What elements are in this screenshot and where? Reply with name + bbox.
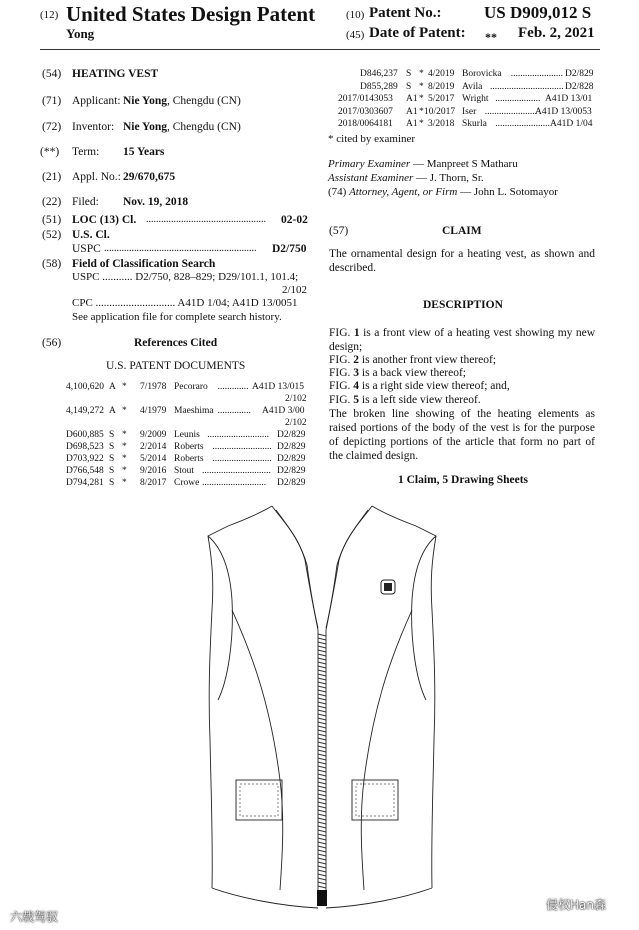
ref-dots: ................... bbox=[495, 94, 541, 104]
ref-kind: A1 bbox=[406, 119, 418, 129]
ref-date: 5/2017 bbox=[428, 94, 455, 104]
zipper-tooth bbox=[318, 658, 326, 660]
ref-name: Crowe bbox=[174, 478, 200, 488]
zipper-tooth bbox=[318, 818, 326, 820]
title-of-design: HEATING VEST bbox=[72, 68, 159, 80]
zipper-tooth bbox=[318, 642, 326, 644]
ref-kind: A1 bbox=[406, 94, 418, 104]
zipper-tooth bbox=[318, 726, 326, 728]
ref-star: * bbox=[122, 454, 127, 464]
code-51: (51) bbox=[42, 214, 62, 226]
ref-kind: A1 bbox=[406, 106, 418, 117]
filed-label: Filed: bbox=[72, 196, 99, 208]
filed-value: Nov. 19, 2018 bbox=[123, 196, 189, 208]
search-label: Field of Classification Search bbox=[72, 258, 216, 270]
ref-name: Leunis bbox=[174, 430, 200, 440]
appl-no-value: 29/670,675 bbox=[123, 171, 176, 183]
zipper-tooth bbox=[318, 842, 326, 844]
zipper-tooth bbox=[318, 854, 326, 856]
ref-star: * bbox=[122, 442, 127, 452]
ref-number: D846,237 bbox=[360, 69, 398, 79]
zipper-tooth bbox=[318, 694, 326, 696]
ref-class: D2/828 bbox=[565, 81, 594, 92]
ref-class: D2/829 bbox=[565, 69, 594, 79]
patent-date: Feb. 2, 2021 bbox=[518, 25, 595, 41]
zipper-tooth bbox=[318, 882, 326, 884]
zipper-tooth bbox=[318, 746, 326, 748]
pocket-right bbox=[352, 780, 398, 820]
code-56: (56) bbox=[42, 337, 62, 349]
pocket-left bbox=[236, 780, 282, 820]
ref-kind: S bbox=[109, 454, 115, 464]
date-label: Date of Patent: bbox=[369, 25, 466, 41]
ref-dots: ......................... bbox=[212, 442, 272, 452]
ref-date: 7/1978 bbox=[140, 382, 167, 392]
applicant-label: Applicant: bbox=[72, 95, 121, 107]
code-72: (72) bbox=[42, 121, 62, 133]
zipper-tooth bbox=[318, 730, 326, 732]
ref-kind: S bbox=[109, 442, 115, 452]
fig1-desc: FIG. 1 is a front view of a heating vest showing my new design; bbox=[329, 327, 596, 353]
ref-name: Stout bbox=[174, 466, 195, 476]
vest-outline-right bbox=[372, 506, 436, 888]
ref-date: 3/2018 bbox=[428, 119, 455, 129]
zipper-tooth bbox=[318, 654, 326, 656]
zipper-tooth bbox=[318, 870, 326, 872]
zipper-tooth bbox=[318, 766, 326, 768]
zipper-tooth bbox=[318, 714, 326, 716]
zipper-tooth bbox=[318, 822, 326, 824]
ref-number: D698,523 bbox=[66, 442, 104, 452]
ref-date: 4/2019 bbox=[428, 69, 455, 79]
zipper-tooth bbox=[318, 754, 326, 756]
term-label: Term: bbox=[72, 146, 100, 158]
ref-name: Roberts bbox=[174, 454, 204, 464]
ref-dots: .............. bbox=[217, 406, 251, 416]
patent-no-label: Patent No.: bbox=[369, 5, 442, 21]
zipper-tooth bbox=[318, 830, 326, 832]
zipper-tooth bbox=[318, 826, 326, 828]
cited-note: * cited by examiner bbox=[328, 133, 416, 145]
ref-kind: A bbox=[109, 382, 116, 392]
references-title: References Cited bbox=[134, 337, 218, 349]
search-uspc-cont: 2/102 bbox=[282, 284, 308, 296]
ref-date: 8/2017 bbox=[140, 478, 167, 488]
ref-star: * bbox=[419, 81, 424, 92]
zipper-tooth bbox=[318, 662, 326, 664]
zipper-tooth bbox=[318, 782, 326, 784]
zipper-tooth bbox=[318, 850, 326, 852]
zipper-tooth bbox=[318, 762, 326, 764]
zipper-tooth bbox=[318, 874, 326, 876]
code-58: (58) bbox=[42, 258, 62, 270]
vest-neckline bbox=[272, 506, 318, 630]
ref-dots: .......................... bbox=[207, 430, 269, 440]
zipper-tooth bbox=[318, 838, 326, 840]
zipper-tooth bbox=[318, 802, 326, 804]
ref-dots: ...................... bbox=[510, 69, 564, 79]
ref-name: Skurla bbox=[462, 119, 487, 129]
watermark-left: 六载驾驭 bbox=[10, 910, 59, 924]
patent-number: US D909,012 S bbox=[484, 3, 592, 22]
zipper-stop bbox=[317, 890, 327, 906]
ref-name: Maeshima bbox=[174, 406, 214, 416]
zipper-tooth bbox=[318, 698, 326, 700]
ref-number: D855,289 bbox=[360, 81, 398, 92]
ref-dots: ............................... bbox=[490, 81, 564, 92]
ref-dots: ...................... bbox=[484, 106, 538, 117]
fig4-desc: FIG. 4 is a right side view thereof; and, bbox=[329, 380, 510, 392]
zipper-tooth bbox=[318, 718, 326, 720]
zipper-tooth bbox=[318, 862, 326, 864]
zipper-tooth bbox=[318, 774, 326, 776]
ref-number: 2018/0064181 bbox=[338, 119, 393, 129]
ref-name: Wright bbox=[462, 94, 489, 104]
ref-kind: A bbox=[109, 406, 116, 416]
ref-number: 2017/0143053 bbox=[338, 94, 393, 104]
ref-class: D2/829 bbox=[277, 454, 306, 464]
zipper-tooth bbox=[318, 758, 326, 760]
assistant-examiner: Assistant Examiner — J. Thorn, Sr. bbox=[328, 172, 484, 184]
claim-title: CLAIM bbox=[442, 225, 482, 237]
code-71: (71) bbox=[42, 95, 62, 107]
zipper-tooth bbox=[318, 814, 326, 816]
code-22: (22) bbox=[42, 196, 62, 208]
zipper-tooth bbox=[318, 810, 326, 812]
zipper-tooth bbox=[318, 806, 326, 808]
zipper-tooth bbox=[318, 750, 326, 752]
ref-class: D2/829 bbox=[277, 430, 306, 440]
zipper-tooth bbox=[318, 638, 326, 640]
zipper-tooth bbox=[318, 722, 326, 724]
ref-number: D794,281 bbox=[66, 478, 104, 488]
ref-star: * bbox=[419, 94, 424, 104]
ref-number: D600,885 bbox=[66, 430, 104, 440]
ref-name: Borovicka bbox=[462, 69, 502, 79]
ref-name: Iser bbox=[462, 106, 477, 117]
zipper-tooth bbox=[318, 670, 326, 672]
zipper-tooth bbox=[318, 666, 326, 668]
applicant-value: Nie Yong, Chengdu (CN) bbox=[123, 95, 241, 107]
ref-number: 4,100,620 bbox=[66, 382, 104, 392]
zipper-tooth bbox=[318, 790, 326, 792]
ref-star: * bbox=[419, 119, 424, 129]
ref-name: Avila bbox=[462, 81, 483, 92]
ref-star: * bbox=[122, 406, 127, 416]
search-uspc: USPC ........... D2/750, 828–829; D29/101.1, 101.4; bbox=[72, 271, 299, 283]
zipper-tooth bbox=[318, 858, 326, 860]
zipper-tooth bbox=[318, 786, 326, 788]
broken-line-statement: The broken line showing of the heating elements as raised portions of the body of the vest is for the purpose of depicting portions of the article that form no part of the claimed design. bbox=[329, 408, 595, 462]
ref-name: Roberts bbox=[174, 442, 204, 452]
ref-star: * bbox=[419, 106, 424, 117]
code-10: (10) bbox=[346, 9, 365, 21]
cpc-line: CPC ............................. A41D 1/04; A41D 13/0051 bbox=[72, 297, 298, 309]
ref-star: * bbox=[122, 430, 127, 440]
zipper-tooth bbox=[318, 702, 326, 704]
ref-date: 8/2019 bbox=[428, 81, 455, 92]
code-12: (12) bbox=[40, 9, 59, 21]
ref-star: * bbox=[122, 382, 127, 392]
zipper-tooth bbox=[318, 834, 326, 836]
zipper-tooth bbox=[318, 866, 326, 868]
zipper-tooth bbox=[318, 674, 326, 676]
code-45: (45) bbox=[346, 29, 365, 41]
loc-dots: ................................................ bbox=[146, 214, 266, 225]
ref-number: D766,548 bbox=[66, 466, 104, 476]
vest-outline-left bbox=[208, 506, 272, 888]
ref-class: A41D 1/04 bbox=[550, 119, 593, 129]
ref-kind: S bbox=[406, 81, 412, 92]
code-57: (57) bbox=[329, 225, 349, 237]
code-54: (54) bbox=[42, 68, 62, 80]
date-mark: ** bbox=[485, 30, 497, 44]
ref-class-cont: 2/102 bbox=[285, 394, 307, 404]
ref-kind: S bbox=[109, 430, 115, 440]
zipper-tooth bbox=[318, 650, 326, 652]
ref-dots: ............................. bbox=[202, 466, 271, 476]
zipper-tooth bbox=[318, 646, 326, 648]
uspc-dots: ............................................................. bbox=[104, 243, 257, 254]
assignee-name: Yong bbox=[66, 26, 95, 41]
ref-class: A41D 3/00 bbox=[262, 406, 305, 416]
ref-date: 10/2017 bbox=[424, 106, 456, 117]
zipper-tooth bbox=[318, 706, 326, 708]
zipper-tooth bbox=[318, 686, 326, 688]
fig3-desc: FIG. 3 is a back view thereof; bbox=[329, 367, 467, 379]
ref-dots: ............. bbox=[217, 382, 249, 392]
ref-class: D2/829 bbox=[277, 466, 306, 476]
primary-examiner: Primary Examiner — Manpreet S Matharu bbox=[328, 158, 518, 170]
fig5-desc: FIG. 5 is a left side view thereof. bbox=[329, 394, 481, 406]
document-title: United States Design Patent bbox=[66, 2, 316, 26]
ref-star: * bbox=[419, 69, 424, 79]
zipper-tooth bbox=[318, 770, 326, 772]
zipper-tooth bbox=[318, 734, 326, 736]
zipper-tooth bbox=[318, 794, 326, 796]
ref-kind: S bbox=[109, 478, 115, 488]
search-history-note: See application file for complete search history. bbox=[72, 311, 282, 323]
loc-value: 02-02 bbox=[281, 214, 308, 226]
ref-kind: S bbox=[109, 466, 115, 476]
code-52: (52) bbox=[42, 229, 62, 241]
zipper-tooth bbox=[318, 742, 326, 744]
code-term: (**) bbox=[40, 146, 60, 158]
ref-number: D703,922 bbox=[66, 454, 104, 464]
uspc-label: USPC bbox=[72, 243, 101, 255]
ref-kind: S bbox=[406, 69, 412, 79]
fig2-desc: FIG. 2 is another front view thereof; bbox=[329, 354, 497, 366]
inventor-label: Inventor: bbox=[72, 121, 115, 133]
term-value: 15 Years bbox=[123, 146, 165, 158]
ref-class-cont: 2/102 bbox=[285, 418, 307, 428]
ref-dots: ....................... bbox=[495, 119, 550, 129]
zipper-tooth bbox=[318, 878, 326, 880]
loc-label: LOC (13) Cl. bbox=[72, 214, 137, 226]
heat-button-icon bbox=[381, 580, 395, 594]
appl-no-label: Appl. No.: bbox=[72, 171, 121, 183]
zipper-tooth bbox=[318, 690, 326, 692]
us-cl-label: U.S. Cl. bbox=[72, 229, 110, 241]
zipper-tooth bbox=[318, 886, 326, 888]
ref-class: A41D 13/015 bbox=[252, 382, 304, 392]
ref-date: 9/2009 bbox=[140, 430, 167, 440]
description-title: DESCRIPTION bbox=[423, 299, 503, 311]
ref-class: D2/829 bbox=[277, 442, 306, 452]
claims-sheets: 1 Claim, 5 Drawing Sheets bbox=[398, 474, 529, 486]
ref-class: A41D 13/0053 bbox=[535, 106, 592, 117]
zipper-tooth bbox=[318, 678, 326, 680]
zipper-tooth bbox=[318, 798, 326, 800]
ref-dots: ........................... bbox=[202, 478, 267, 488]
ref-date: 2/2014 bbox=[140, 442, 167, 452]
ref-star: * bbox=[122, 478, 127, 488]
code-21: (21) bbox=[42, 171, 62, 183]
zipper-tooth bbox=[318, 846, 326, 848]
claim-text: The ornamental design for a heating vest, as shown and described. bbox=[329, 248, 595, 274]
zipper-tooth bbox=[318, 634, 326, 636]
ref-dots: ......................... bbox=[212, 454, 272, 464]
inventor-value: Nie Yong, Chengdu (CN) bbox=[123, 121, 241, 133]
ref-date: 4/1979 bbox=[140, 406, 167, 416]
zipper-tooth bbox=[318, 710, 326, 712]
uspc-value: D2/750 bbox=[272, 243, 307, 255]
ref-number: 4,149,272 bbox=[66, 406, 104, 416]
zipper-tooth bbox=[318, 738, 326, 740]
ref-date: 5/2014 bbox=[140, 454, 167, 464]
ref-star: * bbox=[122, 466, 127, 476]
zipper-tooth bbox=[318, 778, 326, 780]
ref-number: 2017/0303607 bbox=[338, 106, 393, 117]
attorney: (74) Attorney, Agent, or Firm — John L. Sotomayor bbox=[328, 186, 558, 198]
ref-name: Pecoraro bbox=[174, 382, 208, 392]
ref-class: D2/829 bbox=[277, 478, 306, 488]
us-docs-title: U.S. PATENT DOCUMENTS bbox=[106, 360, 246, 372]
ref-class: A41D 13/01 bbox=[545, 94, 593, 104]
watermark-right: 侵权Han森 bbox=[546, 898, 606, 912]
zipper-tooth bbox=[318, 682, 326, 684]
ref-date: 9/2016 bbox=[140, 466, 167, 476]
